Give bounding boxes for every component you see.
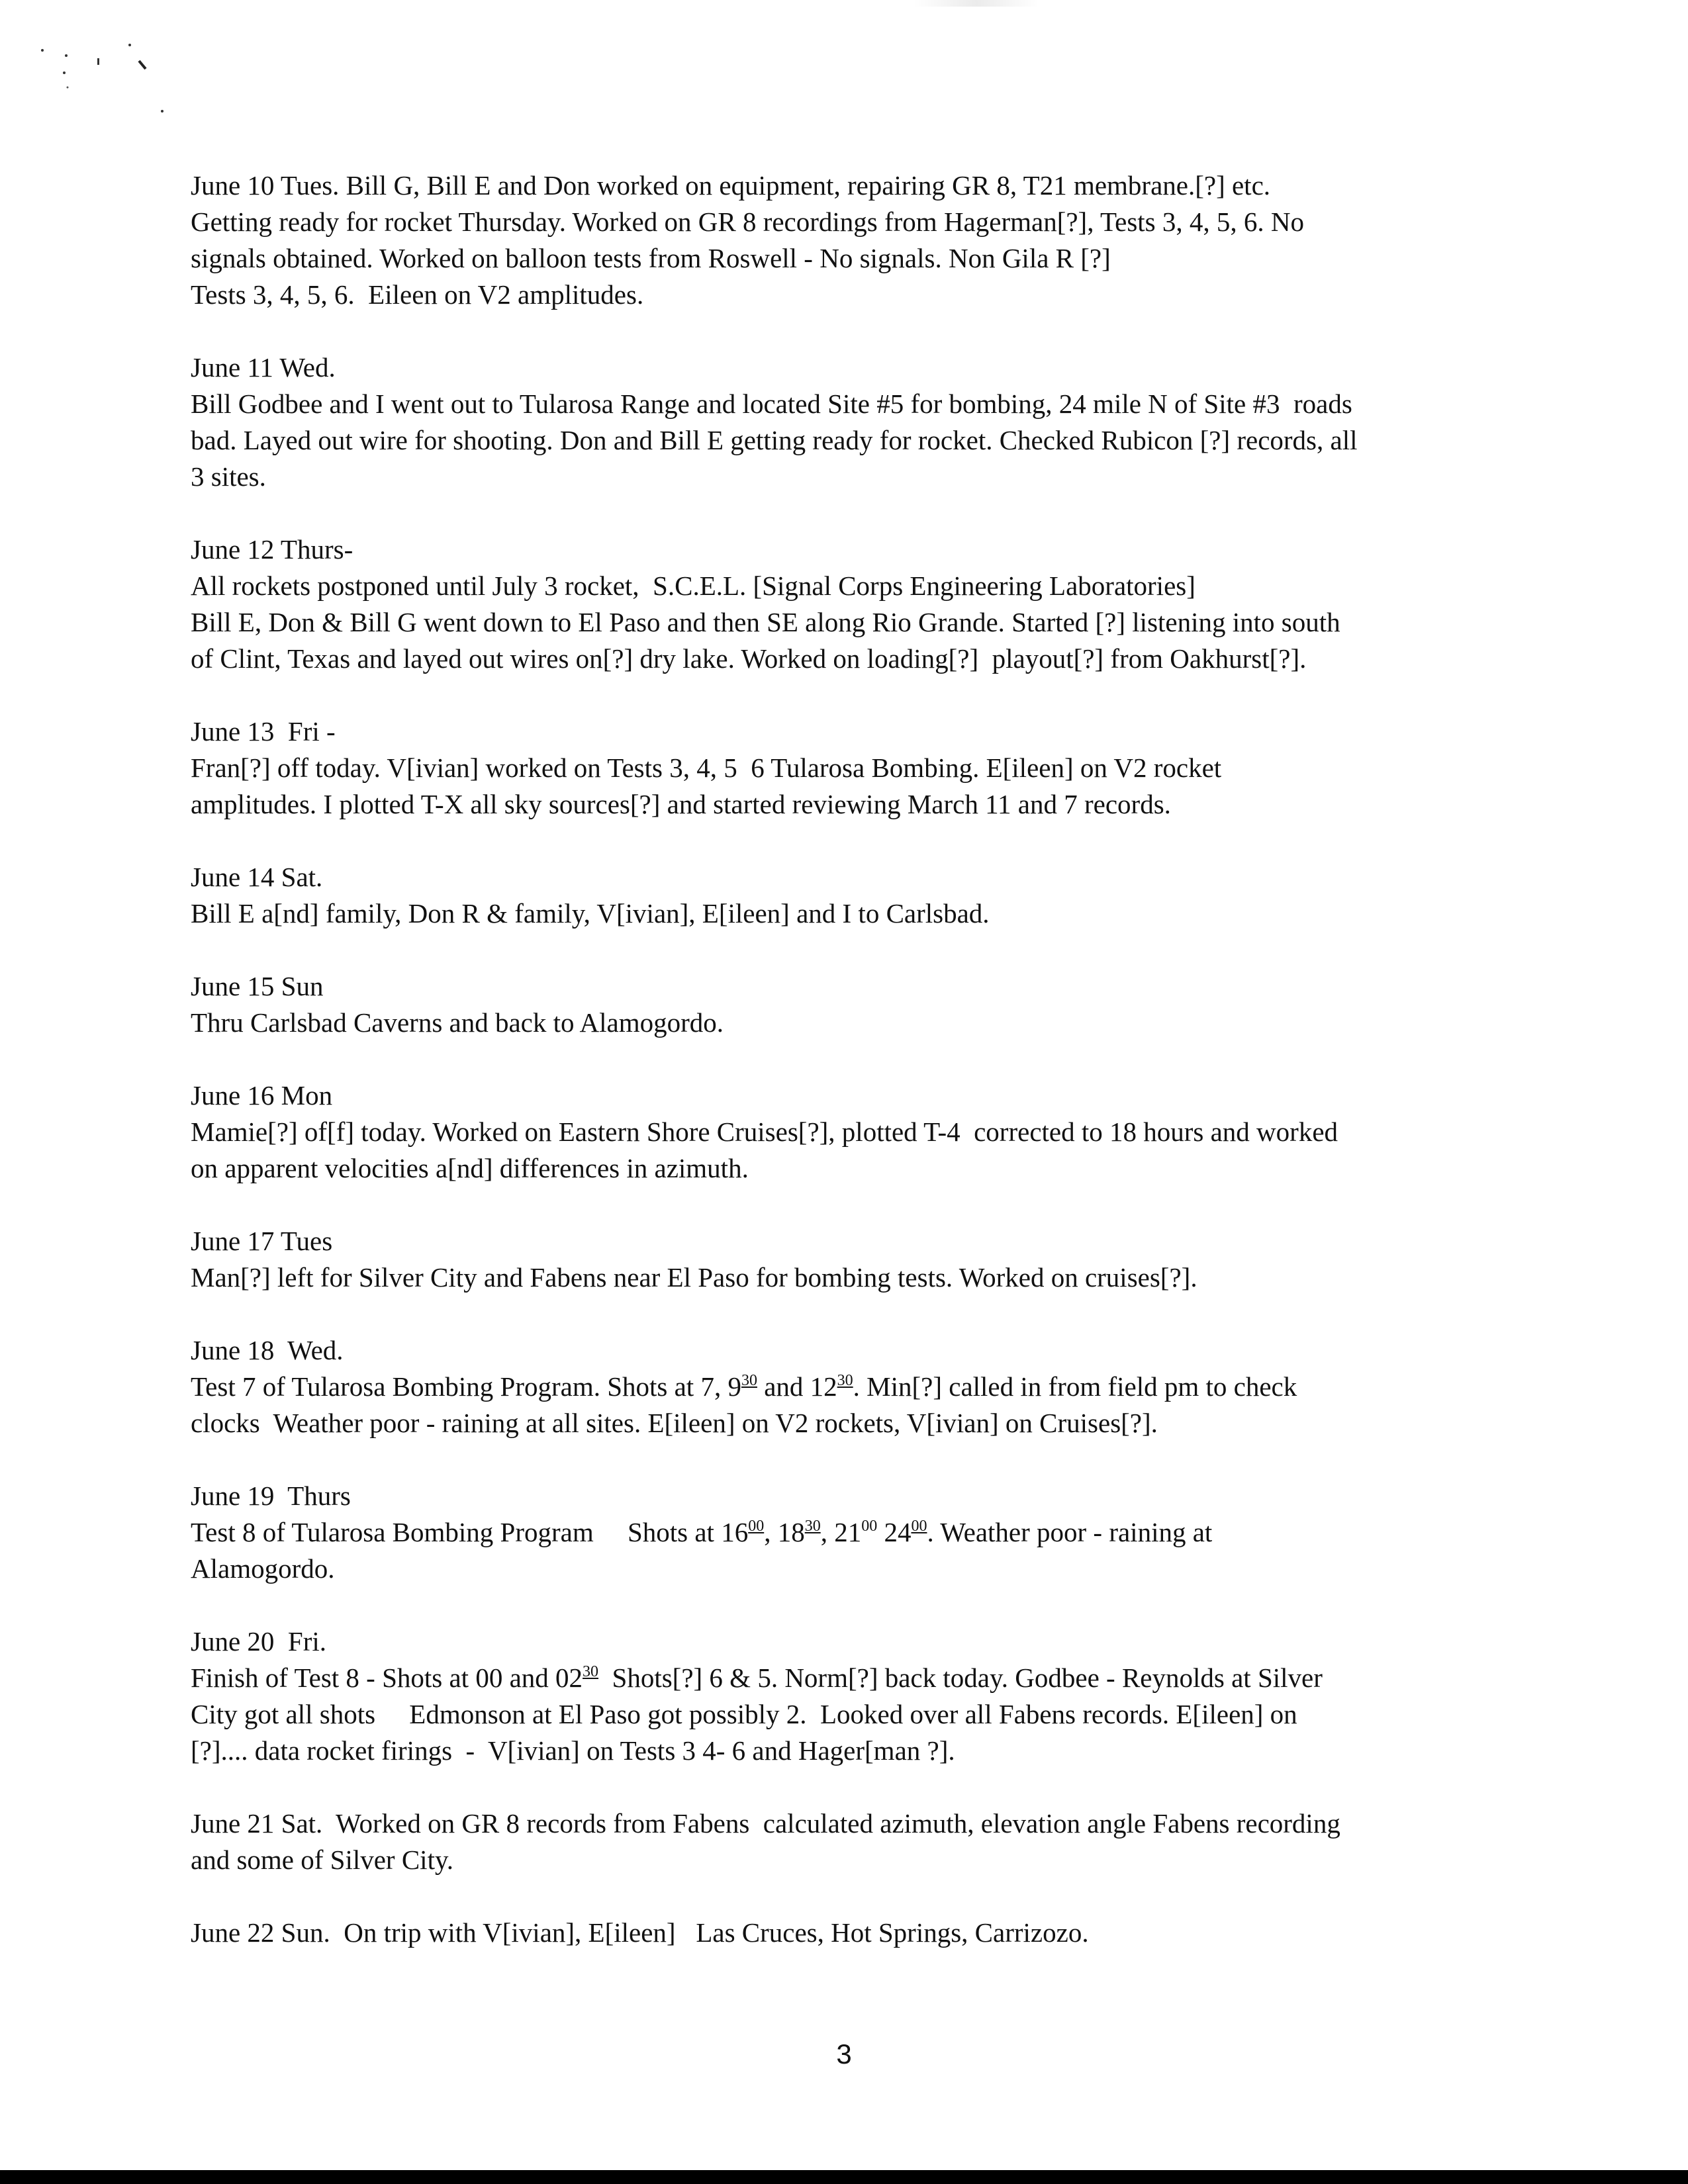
- entry-line: on apparent velocities a[nd] differences in azimuth.: [191, 1153, 749, 1183]
- text-run: , 21: [820, 1517, 862, 1547]
- entry-heading: June 18 Wed.: [191, 1335, 344, 1365]
- entry-line: Man[?] left for Silver City and Fabens near El Paso for bombing tests. Worked on cruises[?].: [191, 1262, 1197, 1293]
- text-run: Shots[?] 6 & 5. Norm[?] back today. Godbee - Reynolds at Silver: [598, 1662, 1323, 1693]
- entry-line: [?].... data rocket firings - V[ivian] on Tests 3 4- 6 and Hager[man ?].: [191, 1735, 955, 1766]
- scan-edge-bar: [0, 2170, 1688, 2184]
- entry-line: June 22 Sun. On trip with V[ivian], E[ileen] Las Cruces, Hot Springs, Carrizozo.: [191, 1917, 1089, 1948]
- entry-line: 3 sites.: [191, 461, 266, 492]
- time-superscript: 30: [837, 1372, 853, 1389]
- diary-entry-june-20: [191, 1623, 1515, 1769]
- entry-line: amplitudes. I plotted T-X all sky sources[?] and started reviewing March 11 and 7 records.: [191, 789, 1171, 819]
- entry-line: Getting ready for rocket Thursday. Worked on GR 8 recordings from Hagerman[?], Tests 3, 4, 5, 6. No: [191, 206, 1305, 237]
- time-superscript: 30: [741, 1372, 757, 1389]
- diary-entry-june-19: [191, 1478, 1515, 1587]
- diary-entry-june-12: [191, 531, 1515, 677]
- entry-heading: June 16 Mon: [191, 1080, 333, 1111]
- entry-line: [191, 1660, 1515, 1696]
- entry-heading: June 14 Sat.: [191, 862, 323, 892]
- text-run: . Weather poor - raining at: [927, 1517, 1213, 1547]
- text-run: and 12: [757, 1371, 837, 1402]
- entry-line: Alamogordo.: [191, 1553, 335, 1584]
- diary-entry-june-17: [191, 1223, 1515, 1296]
- entry-line: June 10 Tues. Bill G, Bill E and Don worked on equipment, repairing GR 8, T21 membrane.[?] etc.: [191, 170, 1271, 201]
- entry-heading: June 20 Fri.: [191, 1626, 326, 1657]
- diary-entry-june-10: [191, 167, 1515, 313]
- entry-line: June 21 Sat. Worked on GR 8 records from Fabens calculated azimuth, elevation angle Fabens recording: [191, 1808, 1340, 1839]
- diary-entry-june-21: [191, 1805, 1515, 1878]
- text-run: Test 8 of Tularosa Bombing Program Shots at 16: [191, 1517, 749, 1547]
- entry-heading: June 13 Fri -: [191, 716, 336, 747]
- diary-entry-june-13: [191, 713, 1515, 823]
- entry-line: [191, 1369, 1515, 1405]
- entry-heading: June 19 Thurs: [191, 1480, 351, 1511]
- entry-heading: June 12 Thurs-: [191, 534, 353, 565]
- entry-heading: June 17 Tues: [191, 1226, 333, 1256]
- entry-line: Bill Godbee and I went out to Tularosa Range and located Site #5 for bombing, 24 mile N of Site #3 roads: [191, 388, 1352, 419]
- diary-entry-june-11: [191, 349, 1515, 495]
- diary-entry-june-18: [191, 1332, 1515, 1441]
- diary-text: [191, 167, 1515, 1987]
- text-run: . Min[?] called in from field pm to check: [853, 1371, 1297, 1402]
- diary-entry-june-15: [191, 968, 1515, 1041]
- entry-line: Tests 3, 4, 5, 6. Eileen on V2 amplitudes.: [191, 279, 644, 310]
- entry-line: City got all shots Edmonson at El Paso got possibly 2. Looked over all Fabens records. E[ileen] on: [191, 1699, 1297, 1729]
- time-superscript: 00: [861, 1518, 878, 1535]
- entry-heading: June 11 Wed.: [191, 352, 336, 383]
- entry-line: Bill E, Don & Bill G went down to El Paso and then SE along Rio Grande. Started [?] listening into south: [191, 607, 1340, 637]
- entry-line: [191, 1514, 1515, 1551]
- diary-entry-june-22: [191, 1915, 1515, 1951]
- entry-line: clocks Weather poor - raining at all sites. E[ileen] on V2 rockets, V[ivian] on Cruises[?].: [191, 1408, 1158, 1438]
- entry-line: Bill E a[nd] family, Don R & family, V[ivian], E[ileen] and I to Carlsbad.: [191, 898, 990, 929]
- time-superscript: 30: [583, 1663, 599, 1680]
- time-superscript: 00: [748, 1518, 765, 1535]
- entry-line: and some of Silver City.: [191, 1844, 454, 1875]
- scan-specks: [26, 33, 185, 126]
- entry-line: All rockets postponed until July 3 rocket, S.C.E.L. [Signal Corps Engineering Laboratories]: [191, 570, 1196, 601]
- entry-heading: June 15 Sun: [191, 971, 324, 1001]
- text-run: Finish of Test 8 - Shots at 00 and 02: [191, 1662, 583, 1693]
- time-superscript: 00: [911, 1518, 927, 1535]
- text-run: Test 7 of Tularosa Bombing Program. Shots at 7, 9: [191, 1371, 741, 1402]
- entry-line: signals obtained. Worked on balloon tests from Roswell - No signals. Non Gila R [?]: [191, 243, 1111, 273]
- diary-entry-june-14: [191, 859, 1515, 932]
- entry-line: Thru Carlsbad Caverns and back to Alamogordo.: [191, 1007, 724, 1038]
- entry-line: Fran[?] off today. V[ivian] worked on Tests 3, 4, 5 6 Tularosa Bombing. E[ileen] on V2 rocket: [191, 752, 1222, 783]
- entry-line: of Clint, Texas and layed out wires on[?] dry lake. Worked on loading[?] playout[?] from Oakhurst[?].: [191, 643, 1307, 674]
- text-run: 24: [877, 1517, 912, 1547]
- scan-smudge: [914, 0, 1039, 7]
- time-superscript: 30: [804, 1518, 821, 1535]
- text-run: , 18: [764, 1517, 805, 1547]
- page-number: 3: [836, 2038, 852, 2070]
- diary-entry-june-16: [191, 1077, 1515, 1187]
- entry-line: Mamie[?] of[f] today. Worked on Eastern Shore Cruises[?], plotted T-4 corrected to 18 hours and worked: [191, 1116, 1338, 1147]
- entry-line: bad. Layed out wire for shooting. Don and Bill E getting ready for rocket. Checked Rubicon [?] records, all: [191, 425, 1358, 455]
